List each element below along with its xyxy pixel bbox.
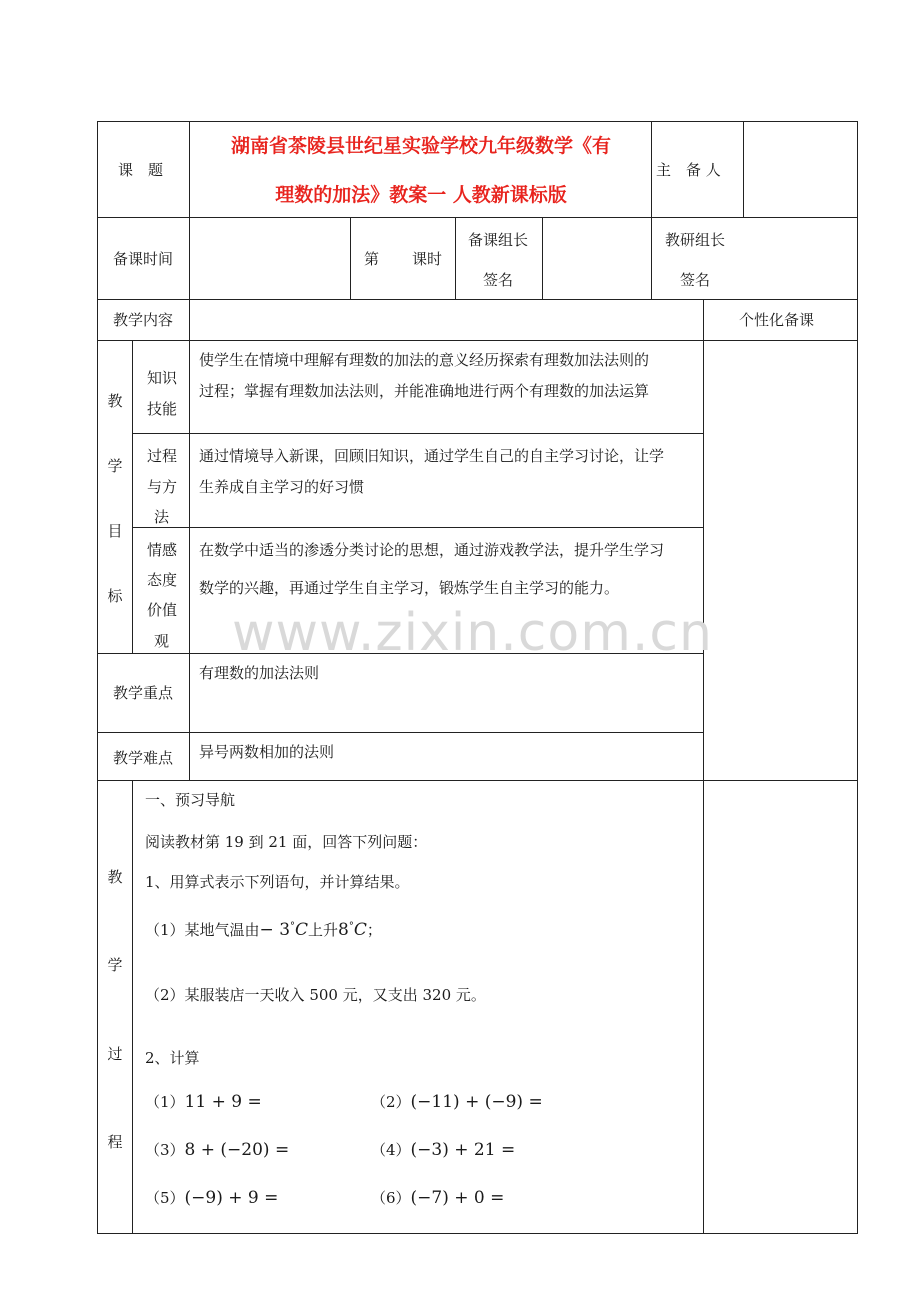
knowledge-text: 过程；掌握有理数加法法则，并能准确地进行两个有理数的加法运算 — [199, 382, 650, 400]
research-leader-label: 教研组长 — [665, 231, 726, 249]
knowledge-label: 技能 — [147, 400, 178, 418]
question-1-2: （2）某服装店一天收入 500 元，又支出 320 元。 — [145, 986, 486, 1004]
process-method-label: 法 — [154, 508, 170, 526]
lesson-title-line2: 理数的加法》教案一 人教新课标版 — [275, 184, 567, 206]
calc-number: （2） — [371, 1093, 411, 1111]
prep-time-label: 备课时间 — [113, 250, 174, 268]
emotion-label: 价值 — [147, 601, 178, 619]
calc-number: （5） — [145, 1189, 185, 1207]
degree-symbol: ° — [290, 921, 296, 932]
process-method-text: 生养成自主学习的好习惯 — [199, 478, 365, 496]
calc-expression: (−9) + 9 = — [184, 1188, 279, 1208]
group-leader-signature[interactable] — [543, 218, 650, 298]
celsius-unit: C — [353, 920, 367, 940]
difficulty-text: 异号两数相加的法则 — [199, 743, 335, 761]
calc-item — [371, 1188, 504, 1208]
side-char: 学 — [107, 956, 123, 974]
calc-expression: 11 + 9 = — [184, 1092, 262, 1112]
calc-item — [145, 1140, 289, 1160]
calc-number: （1） — [145, 1093, 185, 1111]
calc-item — [145, 1092, 262, 1112]
side-char: 学 — [107, 457, 123, 475]
calc-item — [145, 1188, 278, 1208]
process-method-text: 通过情境导入新课，回顾旧知识，通过学生自己的自主学习讨论，让学 — [199, 447, 665, 465]
q1-1-rise-value: 8 — [338, 920, 349, 940]
side-char: 标 — [107, 587, 123, 605]
lesson-title-line1: 湖南省茶陵县世纪星实验学校九年级数学《有 — [230, 135, 611, 157]
calc-expression: (−7) + 0 = — [410, 1188, 505, 1208]
emotion-label: 态度 — [147, 571, 178, 589]
preview-heading: 一、预习导航 — [145, 791, 236, 809]
read-instruction: 阅读教材第 19 到 21 面，回答下列问题： — [145, 833, 428, 851]
question-1-1 — [145, 917, 382, 940]
topic-label: 课 题 — [118, 161, 164, 179]
emotion-label: 观 — [154, 632, 170, 650]
knowledge-text: 使学生在情境中理解有理数的加法的意义经历探索有理数加法法则的 — [199, 351, 650, 369]
calc-number: （3） — [145, 1141, 185, 1159]
process-method-label: 与方 — [147, 478, 178, 496]
q1-1-mid: 上升 — [308, 921, 339, 939]
process-method-label: 过程 — [147, 447, 178, 465]
side-char: 程 — [107, 1133, 123, 1151]
calc-expression: (−3) + 21 = — [410, 1140, 516, 1160]
group-leader-sign-label: 签名 — [483, 271, 514, 289]
main-preparer-label: 主 备 人 — [656, 161, 721, 179]
key-point-text: 有理数的加法法则 — [199, 664, 320, 682]
emotion-text: 数学的兴趣，再通过学生自主学习，锻炼学生自主学习的能力。 — [199, 579, 620, 597]
side-char: 教 — [107, 392, 123, 410]
emotion-text: 在数学中适当的渗透分类讨论的思想，通过游戏教学法，提升学生学习 — [199, 541, 665, 559]
calc-expression: (−11) + (−9) = — [410, 1092, 543, 1112]
calc-item — [371, 1140, 515, 1160]
prep-time-value[interactable] — [190, 218, 349, 298]
research-leader-signature[interactable] — [744, 218, 856, 298]
lesson-number-label-a: 第 — [364, 250, 380, 268]
knowledge-label: 知识 — [147, 369, 178, 387]
q1-1-start-temp: − 3 — [259, 920, 291, 940]
side-char: 目 — [107, 522, 123, 540]
degree-symbol: ° — [348, 921, 354, 932]
calc-number: （6） — [371, 1189, 411, 1207]
question-2: 2、计算 — [145, 1049, 200, 1067]
celsius-unit: C — [295, 920, 309, 940]
calc-item — [371, 1092, 543, 1112]
difficulty-label: 教学难点 — [113, 749, 174, 767]
calc-number: （4） — [371, 1141, 411, 1159]
question-1: 1、用算式表示下列语句，并计算结果。 — [145, 873, 410, 891]
calc-expression: 8 + (−20) = — [184, 1140, 290, 1160]
q1-1-prefix: （1）某地气温由 — [145, 921, 260, 939]
lesson-number-label-b: 课时 — [412, 250, 443, 268]
q1-1-suffix: ； — [366, 921, 382, 939]
teaching-content-label: 教学内容 — [113, 311, 174, 329]
main-preparer-value[interactable] — [744, 122, 856, 216]
group-leader-label: 备课组长 — [468, 231, 529, 249]
key-point-label: 教学重点 — [113, 684, 174, 702]
emotion-label: 情感 — [147, 541, 178, 559]
side-char: 过 — [107, 1045, 123, 1063]
research-leader-sign-label: 签名 — [680, 271, 711, 289]
watermark: www.zixin.com.cn — [232, 603, 713, 663]
personal-prep-label: 个性化备课 — [739, 311, 815, 329]
side-char: 教 — [107, 868, 123, 886]
